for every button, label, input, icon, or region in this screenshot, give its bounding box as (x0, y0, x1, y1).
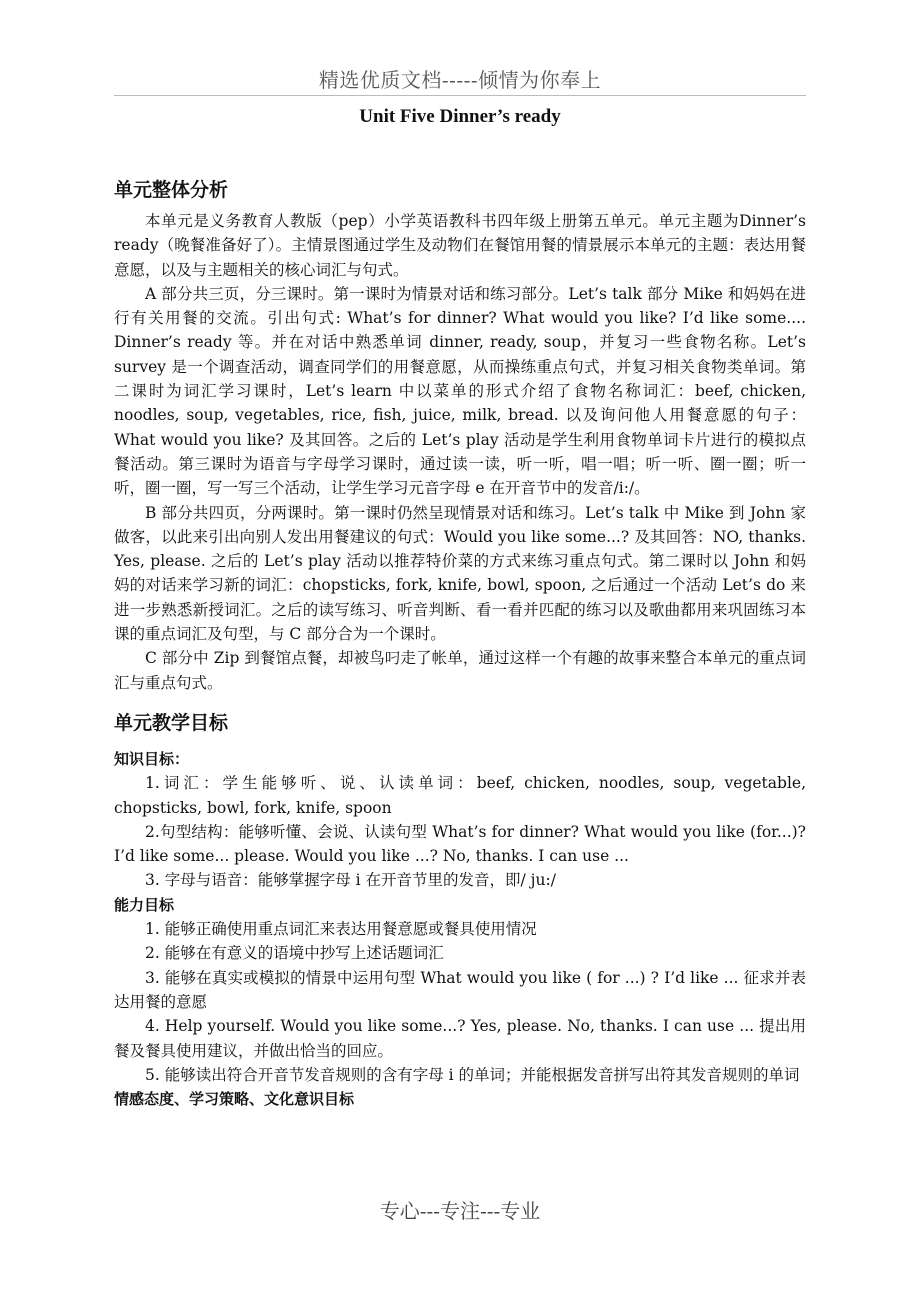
section-heading-teaching-goals: 单元教学目标 (114, 711, 229, 734)
page-header: 精选优质文档-----倾情为你奉上 (318, 68, 602, 92)
paragraph-overview: 本单元是义务教育人教版（pep）小学英语教科书四年级上册第五单元。单元主题为Dinner’s ready（晚餐准备好了）。主情景图通过学生及动物们在餐馆用餐的情景展示本单元的主题：表达用餐意愿，以及与主题相关的核心词汇与句式。 (114, 212, 806, 279)
ability-item-2: 2. 能够在有意义的语境中抄写上述话题词汇 (145, 944, 444, 963)
paragraph-part-c: C 部分中 Zip 到餐馆点餐，却被鸟叼走了帐单，通过这样一个有趣的故事来整合本单元的重点词汇与重点句式。 (114, 649, 806, 692)
ability-item-1: 1. 能够正确使用重点词汇来表达用餐意愿或餐具使用情况 (145, 920, 537, 939)
knowledge-item-vocabulary: 1.词汇：学生能够听、说、认读单词：beef, chicken, noodles, soup, vegetable, chopsticks, bowl, fork, knife, spoon (114, 774, 806, 817)
subheading-knowledge-goals: 知识目标： (114, 749, 190, 768)
ability-item-4: 4. Help yourself. Would you like some...? Yes, please. No, thanks. I can use ... 提出用餐及餐具使用建议，并做出恰当的回应。 (114, 1017, 806, 1060)
knowledge-item-phonics: 3. 字母与语音：能够掌握字母 i 在开音节里的发音，即/ ju:/ (145, 871, 556, 890)
section-heading-unit-analysis: 单元整体分析 (114, 179, 229, 201)
knowledge-item-sentence-patterns: 2.句型结构：能够听懂、会说、认读句型 What’s for dinner? What would you like (for...)? I’d like some... please. Would you like ...? No, thanks. I can use ... (114, 822, 806, 866)
paragraph-part-b: B 部分共四页，分两课时。第一课时仍然呈现情景对话和练习。Let’s talk 中 Mike 到 John 家做客，以此来引出向别人发出用餐建议的句式：Would you like some...? 及其回答：NO, thanks. Yes, please. 之后的 Let’s play 活动以推荐特价菜的方式来练习重点句式。第二课时以 John 和妈妈的对话来学习新的词汇：chopsticks, fork, knife, bowl, spoon, 之后通过一个活动 Let’s do 来进一步熟悉新授词汇。之后的读写练习、听音判断、看一看并匹配的练习以及歌曲都用来巩固练习本课的重点词汇及句型，与 C 部分合为一个课时。 (114, 503, 806, 644)
ability-item-5: 5. 能够读出符合开音节发音规则的含有字母 i 的单词；并能根据发音拼写出符其发音规则的单词 (145, 1065, 800, 1084)
ability-item-3: 3. 能够在真实或模拟的情景中运用句型 What would you like ( for ...) ? I’d like ... 征求并表达用餐的意愿 (114, 968, 806, 1011)
subheading-affective-goals: 情感态度、学习策略、文化意识目标 (114, 1090, 355, 1109)
paragraph-part-a: A 部分共三页，分三课时。第一课时为情景对话和练习部分。Let’s talk 部分 Mike 和妈妈在进行有关用餐的交流。引出句式: What’s for dinner? What would you like? I’d like some.... Dinner’s ready 等。并在对话中熟悉单词 dinner, ready, soup，并复习一些食物名称。Let’s survey 是一个调查活动，调查同学们的用餐意愿，从而操练重点句式，并复习相关食物类单词。第二课时为词汇学习课时，Let’s learn 中以菜单的形式介绍了食物名称词汇：beef, chicken, noodles, soup, vegetables, rice, fish, juice, milk, bread. 以及询问他人用餐意愿的句子：What would you like? 及其回答。之后的 Let’s play 活动是学生利用食物单词卡片进行的模拟点餐活动。第三课时为语音与字母学习课时，通过读一读，听一听，唱一唱；听一听、圈一圈；听一听，圈一圈，写一写三个活动，让学生学习元音字母 e 在开音节中的发音/i:/。 (114, 284, 806, 498)
document-title: Unit Five Dinner’s ready (359, 106, 561, 127)
document-body (114, 172, 806, 1111)
subheading-ability-goals: 能力目标 (114, 895, 175, 914)
header-divider (114, 95, 806, 96)
page-footer: 专心---专注---专业 (379, 1199, 541, 1223)
